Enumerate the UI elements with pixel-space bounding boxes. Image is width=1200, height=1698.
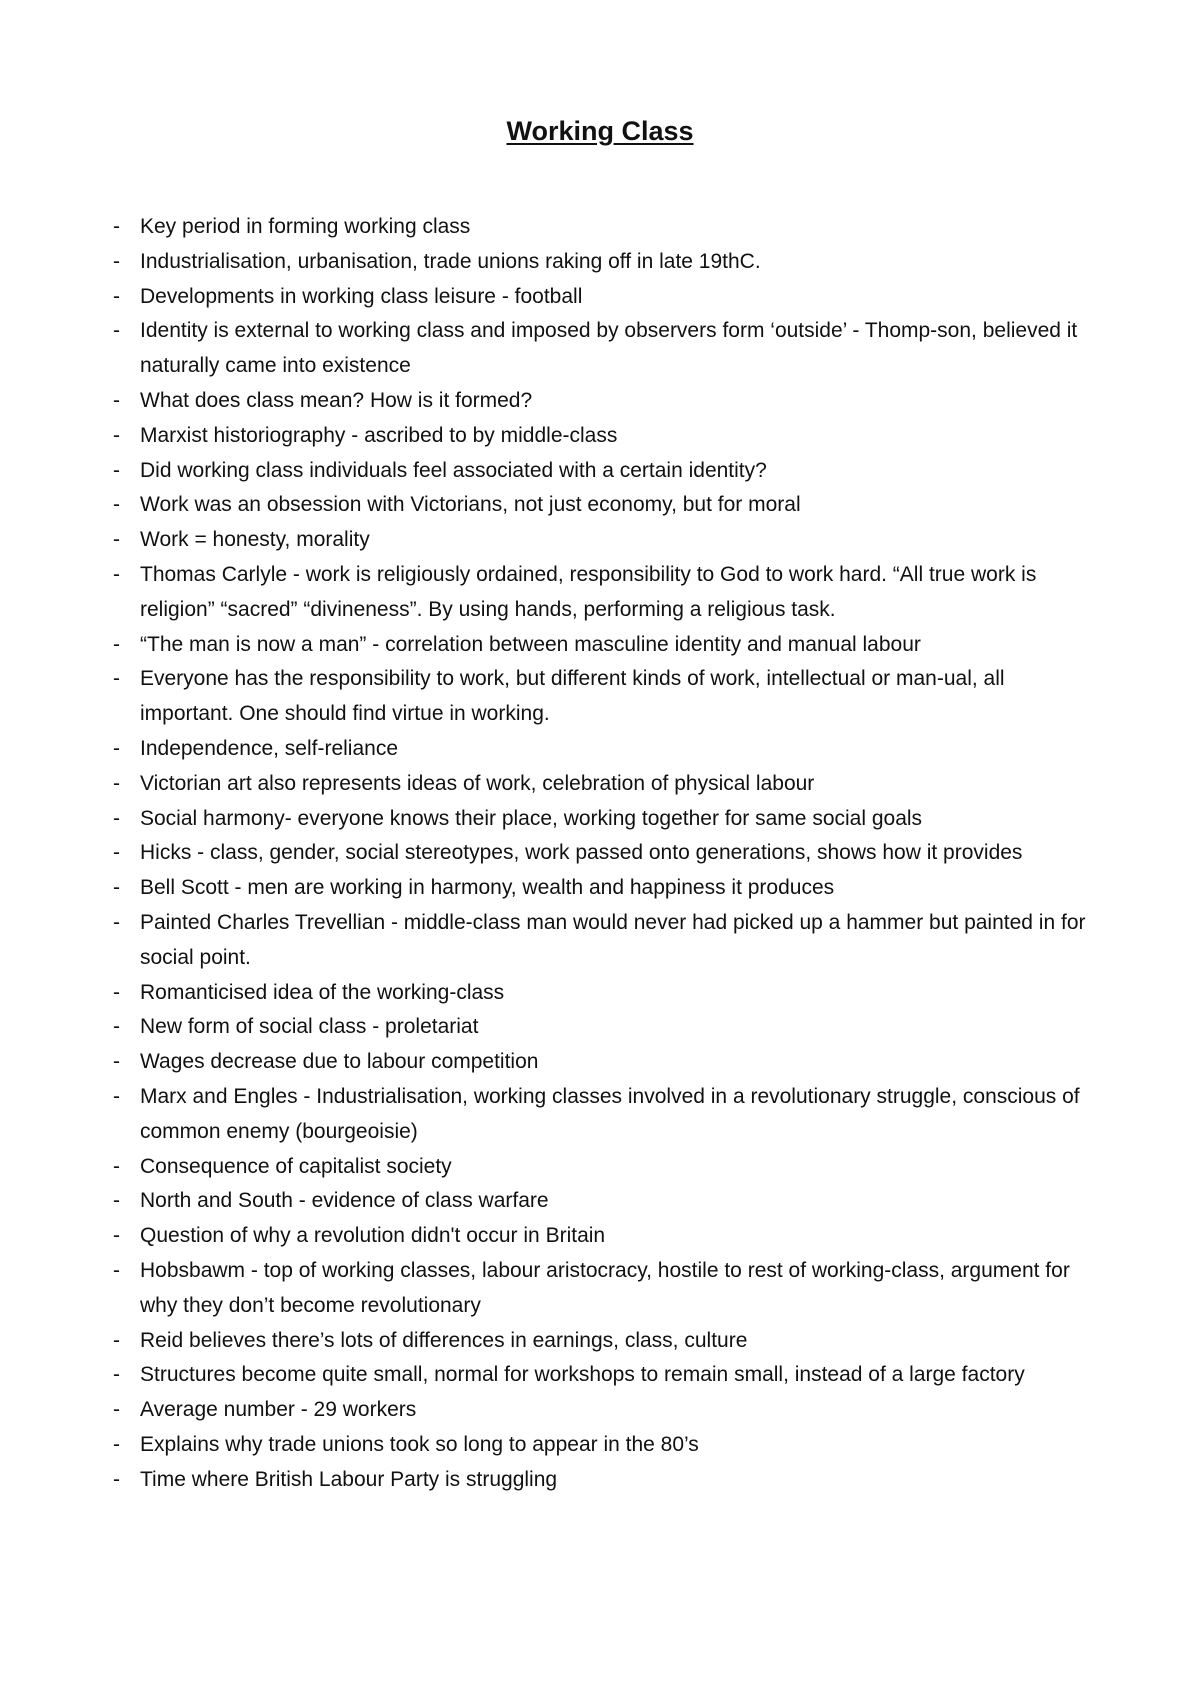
list-item [0, 976, 1095, 1011]
list-item-text: Bell Scott - men are working in harmony, wealth and happiness it produces [140, 876, 835, 900]
list-item-text: Consequence of capitalist society [140, 1154, 452, 1178]
list-item-text: Key period in forming working class [140, 215, 471, 238]
bullet-dash: - [113, 1328, 120, 1352]
bullet-dash: - [113, 736, 120, 760]
bullet-dash: - [113, 458, 120, 482]
list-item [0, 454, 1095, 489]
bullet-dash: - [113, 562, 120, 586]
bullet-dash: - [113, 1084, 120, 1108]
bullet-dash: - [113, 771, 120, 795]
list-item-text: Developments in working class leisure - football [140, 284, 583, 308]
list-item [0, 314, 1095, 384]
list-item [0, 1254, 1095, 1324]
bullet-dash: - [113, 1224, 120, 1248]
bullet-dash: - [113, 1050, 120, 1074]
list-item [0, 1219, 1095, 1254]
bullet-dash: - [113, 632, 120, 656]
list-item [0, 1324, 1095, 1359]
list-item-text: What does class mean? How is it formed? [140, 388, 533, 412]
bullet-dash: - [113, 980, 120, 1004]
list-item-text: Industrialisation, urbanisation, trade unions raking off in late 19thC. [140, 249, 761, 273]
list-item [0, 836, 1095, 871]
list-item-text: Victorian art also represents ideas of work, celebration of physical labour [140, 771, 815, 795]
page-title: Working Class [506, 116, 694, 146]
bullet-dash: - [113, 1154, 120, 1178]
list-item-text: Painted Charles Trevellian - middle-class man would never had picked up a hammer but painted in for social point. [140, 910, 1086, 969]
bullet-dash: - [113, 528, 120, 552]
bullet-dash: - [113, 1363, 120, 1387]
bullet-dash: - [113, 1189, 120, 1213]
list-item [0, 871, 1095, 906]
list-item-text: Thomas Carlyle - work is religiously ordained, responsibility to God to work hard. “All true work is religion” “sacred” “divineness”. By using hands, performing a religious task. [140, 562, 1037, 621]
list-item [0, 210, 1095, 245]
list-item [0, 245, 1095, 280]
list-item-text: Question of why a revolution didn't occur in Britain [140, 1224, 606, 1248]
bullet-dash: - [113, 215, 120, 238]
bullet-dash: - [113, 319, 120, 343]
list-item-text: Social harmony- everyone knows their place, working together for same social goals [140, 806, 923, 830]
list-item [0, 1010, 1095, 1045]
list-item-text: New form of social class - proletariat [140, 1015, 479, 1039]
list-item [0, 1358, 1095, 1393]
list-item-text: North and South - evidence of class warfare [140, 1189, 549, 1213]
bullet-dash: - [113, 806, 120, 830]
list-item [0, 384, 1095, 419]
bullet-dash: - [113, 284, 120, 308]
list-item-text: “The man is now a man” - correlation between masculine identity and manual labour [140, 632, 921, 656]
bullet-dash: - [113, 1398, 120, 1422]
list-item [0, 1428, 1095, 1463]
list-item [0, 1463, 1095, 1498]
list-item [0, 280, 1095, 315]
list-item-text: Marx and Engles - Industrialisation, working classes involved in a revolutionary struggle, conscious of common enemy (bourgeoisie) [140, 1084, 1080, 1143]
list-item [0, 488, 1095, 523]
list-item [0, 419, 1095, 454]
list-item-text: Explains why trade unions took so long to appear in the 80’s [140, 1432, 699, 1456]
bullet-dash: - [113, 841, 120, 865]
list-item [0, 523, 1095, 558]
list-item-text: Work was an obsession with Victorians, not just economy, but for moral [140, 493, 801, 517]
list-item-text: Hicks - class, gender, social stereotypes, work passed onto generations, shows how it provides [140, 841, 1023, 865]
list-item [0, 1080, 1095, 1150]
list-item-text: Hobsbawm - top of working classes, labour aristocracy, hostile to rest of working-class, argument for why they don’t become revolutionary [140, 1258, 1070, 1317]
list-item-text: Average number - 29 workers [140, 1398, 417, 1422]
bullet-dash: - [113, 493, 120, 517]
list-item-text: Independence, self-reliance [140, 736, 399, 760]
bullet-dash: - [113, 876, 120, 900]
list-item [0, 1184, 1095, 1219]
list-item [0, 1393, 1095, 1428]
list-item-text: Work = honesty, morality [140, 528, 370, 552]
list-item-text: Wages decrease due to labour competition [140, 1050, 539, 1074]
list-item [0, 767, 1095, 802]
bullet-dash: - [113, 910, 120, 934]
list-item-text: Identity is external to working class and imposed by observers form ‘outside’ - Thomp-son, believed it naturally came into existence [140, 319, 1078, 378]
list-item-text: Reid believes there’s lots of differences in earnings, class, culture [140, 1328, 748, 1352]
bullet-dash: - [113, 1467, 120, 1491]
notes-list [0, 210, 1200, 1497]
list-item-text: Time where British Labour Party is struggling [140, 1467, 558, 1491]
bullet-dash: - [113, 1015, 120, 1039]
list-item [0, 906, 1095, 976]
list-item [0, 1045, 1095, 1080]
list-item [0, 628, 1095, 663]
bullet-dash: - [113, 667, 120, 691]
list-item-text: Marxist historiography - ascribed to by middle-class [140, 423, 618, 447]
list-item [0, 558, 1095, 628]
list-item-text: Everyone has the responsibility to work, but different kinds of work, intellectual or man-ual, all important. One should find virtue in working. [140, 667, 1005, 726]
bullet-dash: - [113, 423, 120, 447]
bullet-dash: - [113, 1432, 120, 1456]
list-item-text: Did working class individuals feel associated with a certain identity? [140, 458, 767, 482]
list-item-text: Structures become quite small, normal for workshops to remain small, instead of a large factory [140, 1363, 1025, 1387]
list-item [0, 802, 1095, 837]
bullet-dash: - [113, 388, 120, 412]
bullet-dash: - [113, 249, 120, 273]
list-item-text: Romanticised idea of the working-class [140, 980, 505, 1004]
list-item [0, 732, 1095, 767]
list-item [0, 1150, 1095, 1185]
list-item [0, 662, 1095, 732]
bullet-dash: - [113, 1258, 120, 1282]
